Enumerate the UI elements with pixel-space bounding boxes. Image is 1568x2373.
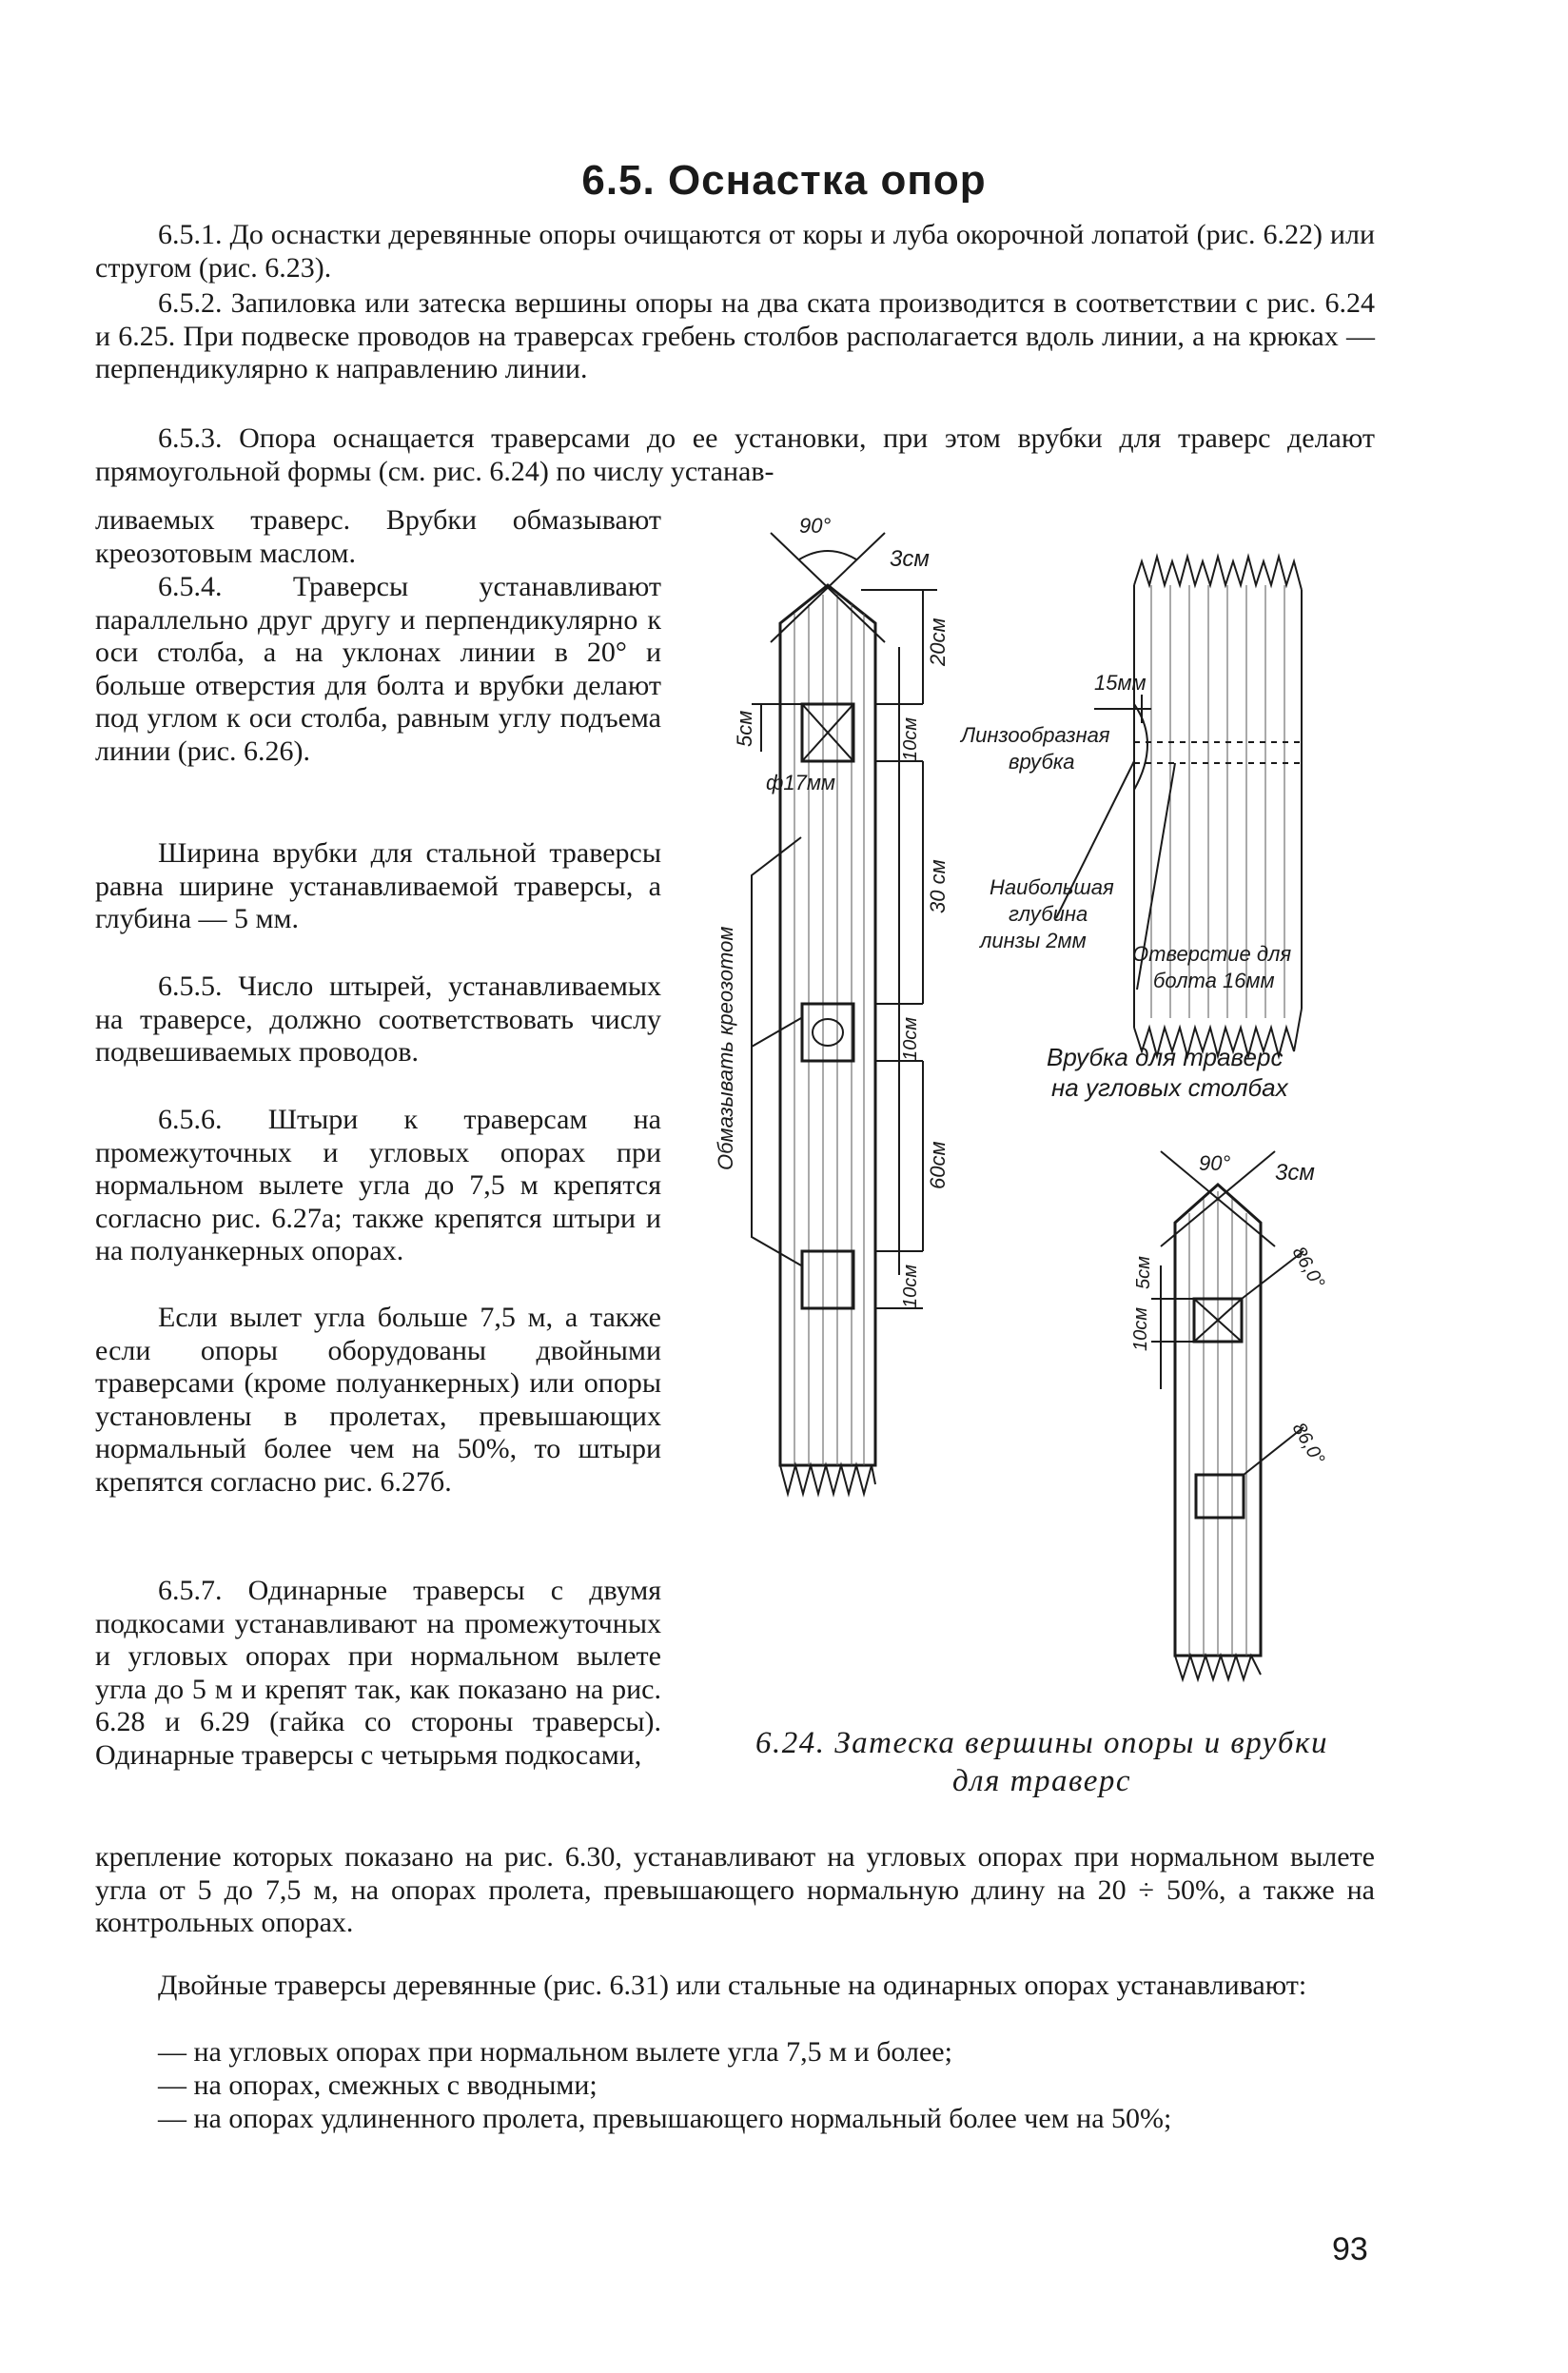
left-notch-height-3: 10см [900,1265,921,1308]
max-depth-3: линзы 2мм [980,929,1087,952]
right-angle-2: 86,0° [1287,1419,1329,1469]
paragraph-6-5-3: 6.5.3. Опора оснащается траверсами до ее установки, при этом врубки для траверс делают прямоугольной формы (см. рис. 6.24) по числу устанав- [95,422,1375,487]
left-notch-height: 10см [900,717,921,761]
page-number: 93 [1332,2231,1368,2267]
figure-caption-line-1: 6.24. Затеска вершины опоры и врубки [755,1726,1328,1760]
left-angle-label: 90° [799,514,832,538]
notch-bottom [802,1251,853,1308]
depth-15mm: 15мм [1094,671,1147,695]
lens-label-2: врубка [1009,750,1075,774]
paragraph-6-5-4: 6.5.4. Траверсы устанавливают параллельно друг другу и перпендикулярно к оси столба, а на уклонах линии в 20° и больше отверстия для болта и врубки делают под углом к оси столба, равным углу подъема линии (рис. 6.26). [95,571,661,767]
right-angle-label: 90° [1199,1151,1231,1175]
right-notch-height: 10см [1130,1307,1151,1351]
right-bevel-label: 3см [1275,1160,1315,1186]
notch-middle [802,1004,853,1061]
left-notch-height-2: 10см [900,1017,921,1061]
right-angle-1: 86,0° [1287,1243,1329,1293]
left-hole-label: ф17мм [766,771,836,794]
paragraph-double-traverses: Двойные траверсы деревянные (рис. 6.31) или стальные на одинарных опорах устанавливают: [158,1970,1307,2001]
bolt-hole-2: болта 16мм [1153,969,1275,992]
paragraph-6-5-1: 6.5.1. До оснастки деревянные опоры очищаются от коры и луба окорочной лопатой (рис. 6.22) или стругом (рис. 6.23). [95,219,1375,284]
figure-caption [709,1724,1375,1800]
bolt-hole-1: Отверстие для [1132,942,1292,966]
right-notch-offset: 5см [1133,1256,1154,1289]
max-depth-1: Наибольшая [990,875,1114,899]
corner-notch-title-2: на угловых столбах [1051,1073,1288,1102]
creosote-note: Обмазывать креозотом [714,926,737,1170]
corner-notch-title-1: Врубка для траверс [1047,1043,1284,1071]
figure-pole-top-notches [695,514,1380,1722]
left-pole-drawing [752,533,937,1494]
paragraph-6-5-7-cont: крепление которых показано на рис. 6.30, устанавливают на угловых опорах при нормальном вылете угла от 5 до 7,5 м, на опорах пролета, превышающего нормальную длину на 20 ÷ 50%, а также на контрольных опорах. [95,1841,1375,1938]
list-item-1: — на угловых опорах при нормальном вылете угла 7,5 м и более; [158,2036,952,2068]
list-item-3: — на опорах удлиненного пролета, превышающего нормальный более чем на 50%; [158,2103,1172,2134]
max-depth-2: глубина [1009,902,1088,926]
paragraph-6-5-7: 6.5.7. Одинарные траверсы с двумя подкосами устанавливают на промежуточных и угловых опорах при нормальном вылете угла до 5 м и крепят так, как показано на рис. 6.28 и 6.29 (гайка со стороны траверсы). Одинарные траверсы с четырьмя подкосами, [95,1575,661,1771]
paragraph-6-5-5: 6.5.5. Число штырей, устанавливаемых на траверсе, должно соответствовать числу подвешиваемых проводов. [95,971,661,1068]
section-title: 6.5. Оснастка опор [581,157,987,204]
left-gap-1: 30 см [926,859,950,913]
paragraph-6-5-3-cont: ливаемых траверс. Врубки обмазывают креозотовым маслом. [95,504,661,569]
figure-caption-line-2: для траверс [951,1764,1132,1798]
left-top-dim: 20см [926,618,950,666]
left-bevel-label: 3см [890,546,930,572]
left-gap-2: 60см [926,1141,950,1189]
paragraph-6-5-6: 6.5.6. Штыри к траверсам на промежуточных и угловых опорах при нормальном вылете угла до 7,5 м крепятся согласно рис. 6.27а; также крепятся штыри и на полуанкерных опорах. [95,1104,661,1266]
lens-label-1: Линзообразная [961,723,1110,747]
list-item-2: — на опорах, смежных с вводными; [158,2069,598,2101]
left-notch-offset: 5см [733,710,756,747]
paragraph-6-5-4-width: Ширина врубки для стальной траверсы равна ширине устанавливаемой траверсы, а глубина — 5 мм. [95,837,661,934]
paragraph-6-5-2: 6.5.2. Запиловка или затеска вершины опоры на два ската производится в соответствии с рис. 6.24 и 6.25. При подвеске проводов на траверсах гребень столбов располагается вдоль линии, а на крюках — перпендикулярно к направлению линии. [95,287,1375,384]
right-pole-drawing [1151,1151,1303,1679]
paragraph-6-5-6-cont: Если вылет угла больше 7,5 м, а также если опоры оборудованы двойными траверсами (кроме полуанкерных) или опоры установлены в пролетах, превышающих нормальный более чем на 50%, то штыри крепятся согласно рис. 6.27б. [95,1302,661,1498]
